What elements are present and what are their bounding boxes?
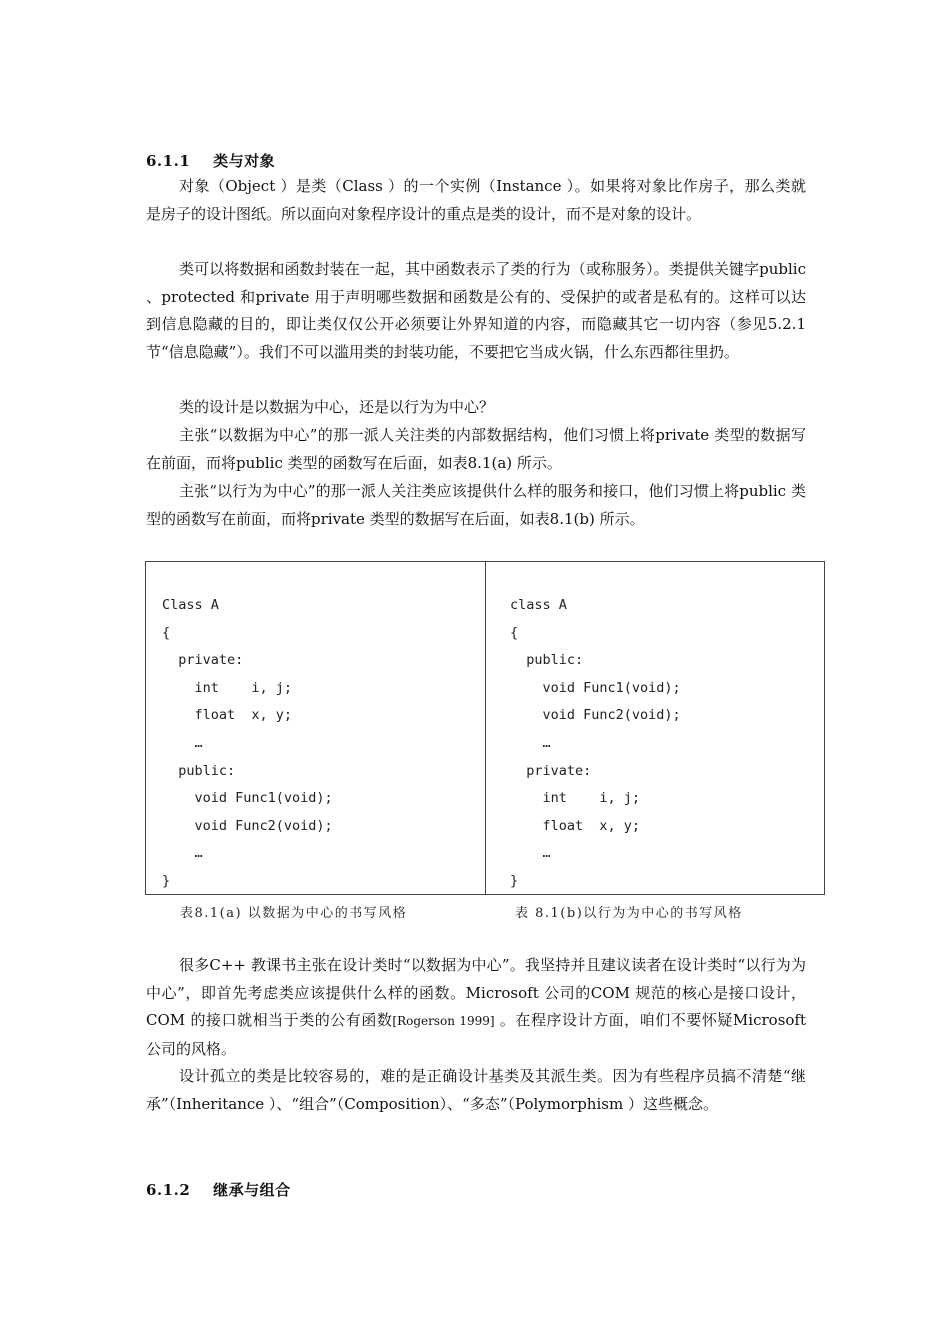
code-comparison-table <box>145 561 825 895</box>
section-heading-6-1-2 <box>146 1179 291 1200</box>
paragraph-inheritance: 设计孤立的类是比较容易的，难的是正确设计基类及其派生类。因为有些程序员搞不清楚“继承”（Inheritance ）、“组合”（Composition）、“多态”（Polymorphism ）这些概念。 <box>146 1067 806 1113</box>
code-line: Class A <box>162 597 219 613</box>
code-line: class A <box>510 597 567 613</box>
code-line: } <box>510 872 519 889</box>
code-line: private: <box>510 762 592 779</box>
table-caption-a: 表8.1(a) 以数据为中心的书写风格 <box>180 906 408 921</box>
paragraph-object-class: 对象（Object ）是类（Class ）的一个实例（Instance ）。如果将对象比作房子，那么类就是房子的设计图纸。所以面向对象程序设计的重点是类的设计，而不是对象的设计。 <box>146 177 806 223</box>
paragraph-behavior-centric: 主张“以行为为中心”的那一派人关注类应该提供什么样的服务和接口，他们习惯上将public 类型的函数写在前面，而将private 类型的数据写在后面，如表8.1(b) 所示。 <box>146 482 806 528</box>
table-divider <box>485 562 486 894</box>
code-line: private: <box>162 652 244 669</box>
code-line: public: <box>162 762 236 779</box>
code-line: public: <box>510 652 584 669</box>
code-line: float x, y; <box>510 817 641 834</box>
code-line: { <box>162 624 171 641</box>
code-column-data-centric <box>162 592 333 896</box>
section-number: 6.1.1 <box>146 152 191 170</box>
section-number: 6.1.2 <box>146 1181 191 1199</box>
paragraph-text: 很多C++ 教课书主张在设计类时“以数据为中心”。我坚持并且建议读者在设计类时“以行为为中心”，即首先考虑类应该提供什么样的函数。Microsoft 公司的COM 规范的核心是接口设计，COM 的接口就相当于类的公有函数 <box>146 956 806 1030</box>
code-line: int i, j; <box>510 790 641 807</box>
code-line: void Func2(void); <box>162 817 333 834</box>
paragraph-text: 。在程序设计方面，咱们不要怀疑Microsoft 公司的风格。 <box>146 1011 807 1058</box>
code-line: } <box>162 872 171 889</box>
citation-reference: [Rogerson 1999] <box>392 1014 495 1029</box>
paragraph-design-question: 类的设计是以数据为中心，还是以行为为中心？ <box>179 398 495 416</box>
code-line: … <box>162 734 203 751</box>
code-line: void Func1(void); <box>162 790 333 807</box>
code-line: void Func1(void); <box>510 679 681 696</box>
code-line: { <box>510 624 519 641</box>
code-line: … <box>510 734 551 751</box>
code-line: void Func2(void); <box>510 707 681 724</box>
code-line: … <box>162 845 203 862</box>
paragraph-encapsulation: 类可以将数据和函数封装在一起，其中函数表示了类的行为（或称服务）。类提供关键字public 、protected 和private 用于声明哪些数据和函数是公有的、受保护的或者是私有的。这样可以达到信息隐藏的目的，即让类仅仅公开必须要让外界知道的内容，而隐藏其它一切内容（参见5.2.1节“信息隐藏”）。我们不可以滥用类的封装功能，不要把它当成火锅，什么东西都往里扔。 <box>146 260 806 361</box>
code-line: float x, y; <box>162 707 293 724</box>
code-line: … <box>510 845 551 862</box>
section-title: 继承与组合 <box>213 1181 291 1199</box>
table-caption-b: 表 8.1(b)以行为为中心的书写风格 <box>515 906 743 921</box>
section-title: 类与对象 <box>213 152 276 170</box>
paragraph-data-centric: 主张“以数据为中心”的那一派人关注类的内部数据结构，他们习惯上将private 类型的数据写在前面，而将public 类型的函数写在后面，如表8.1(a) 所示。 <box>146 426 806 472</box>
paragraph-microsoft-com <box>146 952 806 1063</box>
section-heading-6-1-1 <box>146 150 275 171</box>
code-column-behavior-centric <box>510 592 681 896</box>
code-line: int i, j; <box>162 679 293 696</box>
